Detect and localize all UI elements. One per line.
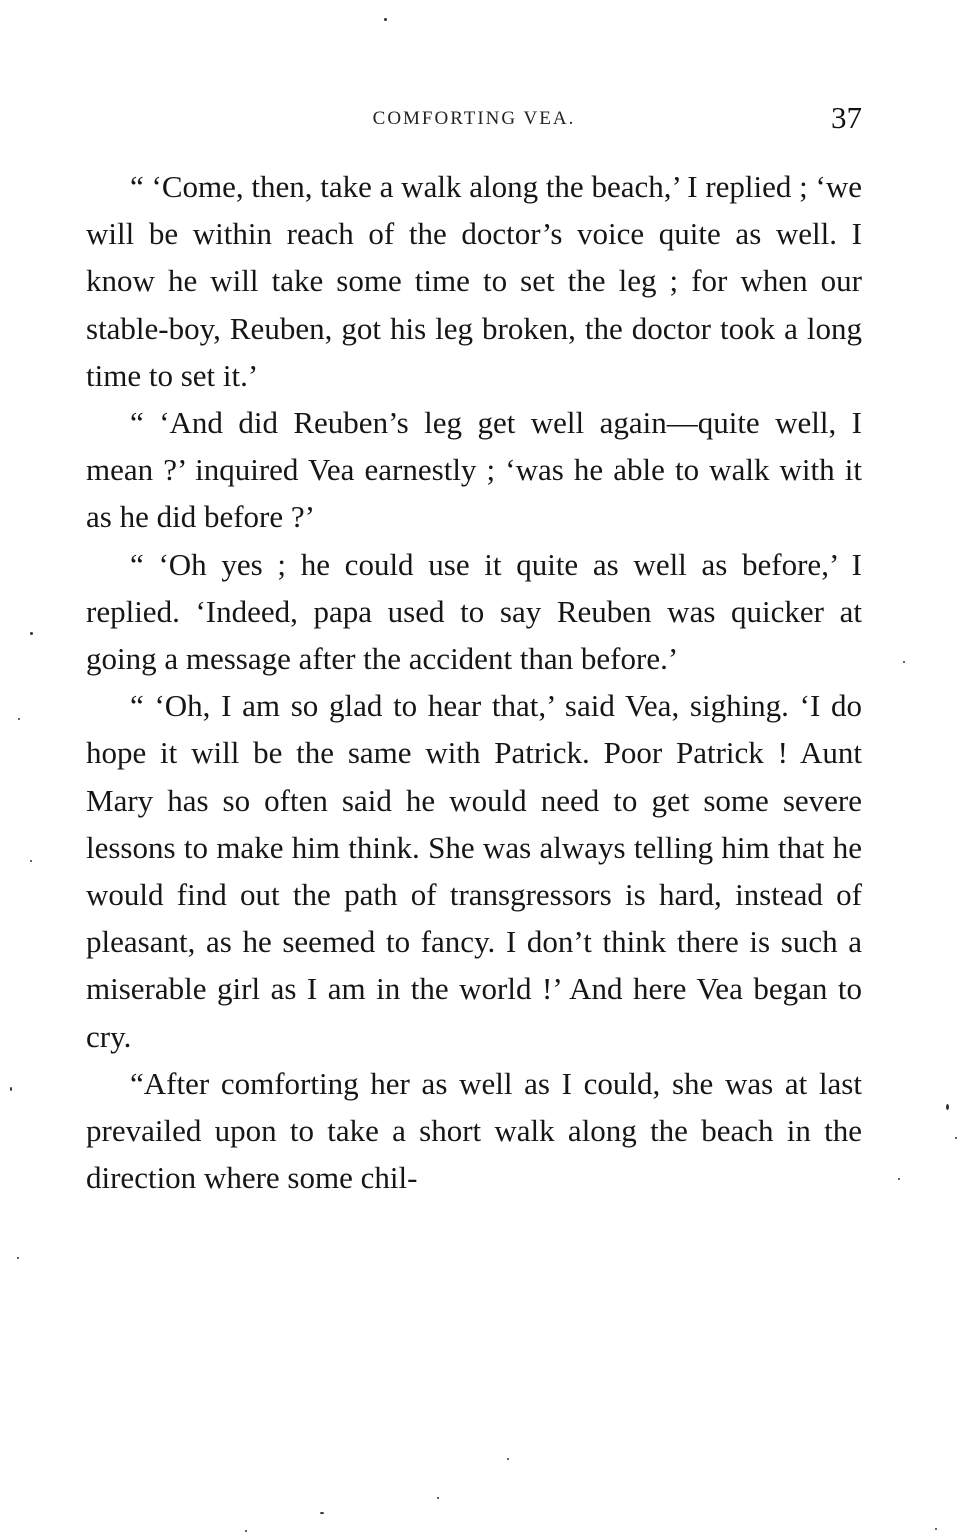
scan-speck	[946, 1104, 949, 1110]
paragraph-4: “ ‘Oh, I am so glad to hear that,’ said Vea, sighing. ‘I do hope it will be the same with Patrick. Poor Patrick ! Aunt Mary has so often said he would need to get some severe lessons to make him think. She was always telling him that he would find out the path of transgressors is hard, instead of pleasant, as he seemed to fancy. I don’t think there is such a miserable girl as I am in the world !’ And here Vea began to cry.	[86, 688, 862, 1054]
paragraph-5: “After comforting her as well as I could, she was at last prevailed upon to take a short walk along the beach in the direction where some chil-	[86, 1065, 862, 1196]
scan-speck	[935, 1528, 937, 1530]
page-header	[86, 100, 862, 140]
scan-speck	[10, 1087, 12, 1091]
scan-speck	[17, 1257, 19, 1259]
scan-speck	[18, 718, 20, 720]
paragraph-1: “ ‘Come, then, take a walk along the beach,’ I replied ; ‘we will be within reach of the doctor’s voice quite as well. I know he will take some time to set the leg ; for when our stable-boy, Reuben, got his leg broken, the doctor took a long time to set it.’	[86, 169, 862, 393]
scan-speck	[903, 661, 905, 663]
scan-speck	[30, 860, 32, 862]
paragraph-3: “ ‘Oh yes ; he could use it quite as well as before,’ I replied. ‘Indeed, papa used to say Reuben was quicker at going a message after the accident than before.’	[86, 546, 862, 677]
scan-speck	[898, 1178, 900, 1180]
scan-speck	[320, 1512, 324, 1514]
scan-speck	[30, 632, 33, 635]
scan-speck	[245, 1530, 247, 1532]
scan-speck	[437, 1497, 439, 1499]
page-number: 37	[831, 100, 862, 135]
running-head: COMFORTING VEA.	[372, 108, 576, 129]
scan-speck	[955, 1137, 957, 1139]
body-text	[86, 163, 862, 1201]
scan-speck	[507, 1458, 509, 1460]
paragraph-2: “ ‘And did Reuben’s leg get well again—quite well, I mean ?’ inquired Vea earnestly ; ‘was he able to walk with it as he did before ?’	[86, 405, 862, 535]
scan-speck	[384, 18, 387, 21]
